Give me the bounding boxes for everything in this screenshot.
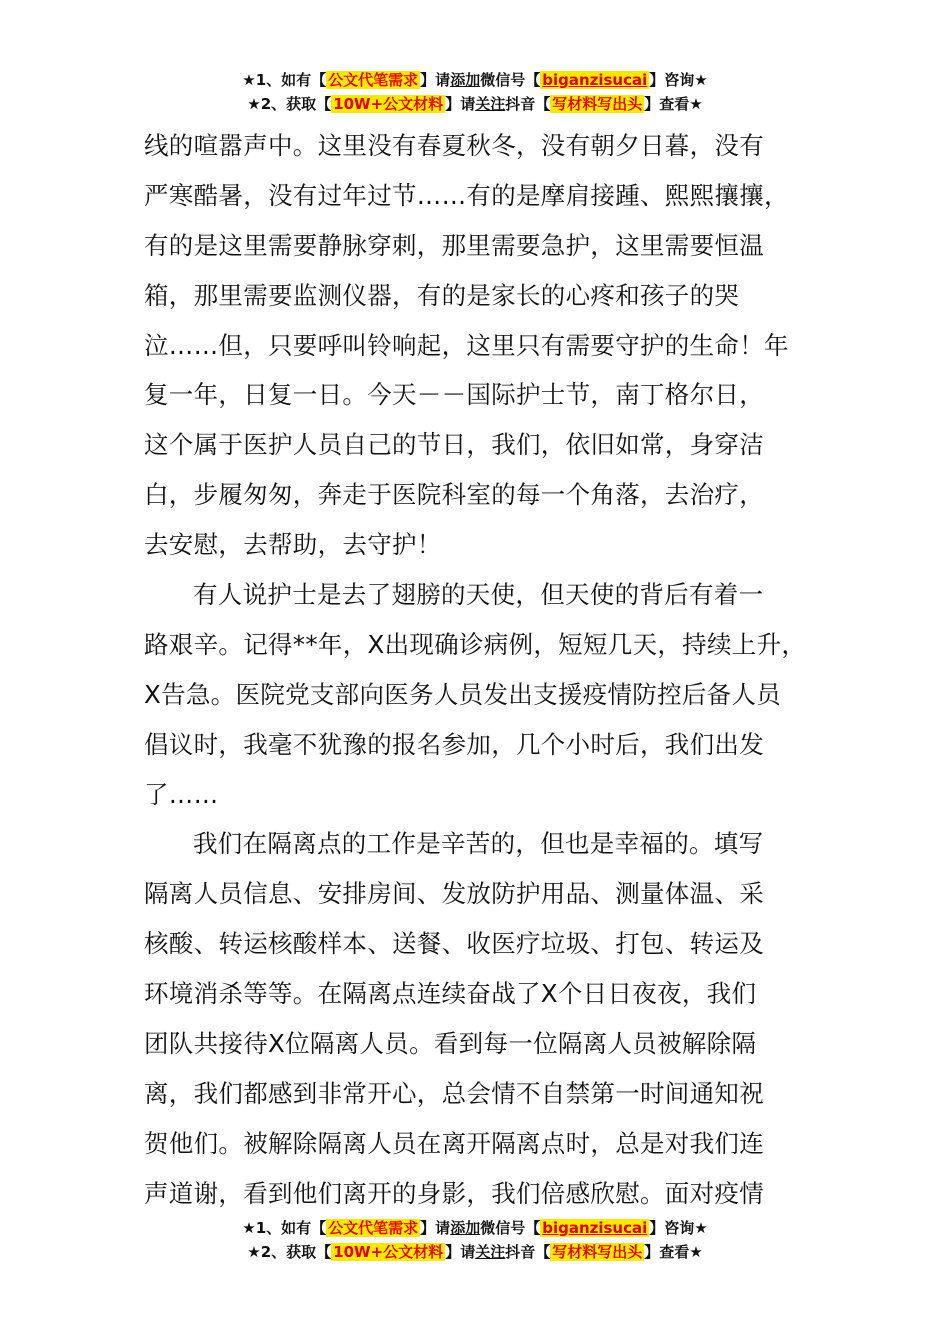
text-line: 离，我们都感到非常开心，总会情不自禁第一时间通知祝 (144, 1078, 764, 1108)
text-line: 贺他们。被解除隔离人员在离开隔离点时，总是对我们连 (144, 1128, 764, 1158)
text-line: 隔离人员信息、安排房间、发放防护用品、测量体温、采 (144, 879, 764, 909)
text-line: 核酸、转运核酸样本、送餐、收医疗垃圾、打包、转运及 (144, 929, 764, 959)
text-line: 环境消杀等等。在隔离点连续奋战了X个日日夜夜，我们 (144, 979, 757, 1009)
text-line: 严寒酷暑，没有过年过节……有的是摩肩接踵、熙熙攘攘， (144, 180, 789, 210)
text-line: 白，步履匆匆，奔走于医院科室的每一个角落，去治疗， (144, 480, 764, 510)
highlight-materials: 10W+公文材料 (333, 95, 444, 113)
highlight-materials: 10W+公文材料 (333, 1243, 444, 1261)
text-line: 箱，那里需要监测仪器，有的是家长的心疼和孩子的哭 (144, 280, 740, 310)
highlight-ghostwriting: 公文代笔需求 (328, 1219, 419, 1237)
text-line: 有的是这里需要静脉穿刺，那里需要急护，这里需要恒温 (144, 230, 764, 260)
wechat-id: biganzisucai (542, 71, 648, 89)
document-body (144, 121, 834, 1219)
text-line: 倡议时，我毫不犹豫的报名参加，几个小时后，我们出发 (144, 729, 764, 759)
banner-line-2: ★2、获取【 10W+公文材料 】请关注抖音【 写材料写出头 】查看★ (247, 1243, 703, 1261)
text-line: 了…… (144, 779, 219, 809)
highlight-ghostwriting: 公文代笔需求 (328, 71, 419, 89)
banner-line-1: ★1、如有【 公文代笔需求 】请添加微信号【 biganzisucai 】咨询★ (242, 71, 708, 89)
text-line: 路艰辛。记得**年，X出现确诊病例，短短几天，持续上升， (144, 629, 807, 659)
wechat-id: biganzisucai (542, 1219, 648, 1237)
header-banner (0, 68, 950, 116)
paragraph-start-line: 我们在隔离点的工作是辛苦的，但也是幸福的。填写 (193, 829, 764, 859)
text-line: 去安慰，去帮助，去守护！ (144, 530, 442, 560)
banner-line-2: ★2、获取【 10W+公文材料 】请关注抖音【 写材料写出头 】查看★ (247, 95, 703, 113)
paragraph-start-line: 有人说护士是去了翅膀的天使，但天使的背后有着一 (193, 580, 764, 610)
text-line: 线的喧嚣声中。这里没有春夏秋冬，没有朝夕日暮，没有 (144, 131, 764, 160)
text-line: 声道谢，看到他们离开的身影，我们倍感欣慰。面对疫情 (144, 1178, 764, 1208)
banner-line-1: ★1、如有【 公文代笔需求 】请添加微信号【 biganzisucai 】咨询★ (242, 1219, 708, 1237)
text-line: 复一年，日复一日。今天－－国际护士节，南丁格尔日， (144, 380, 764, 410)
text-line: X告急。医院党支部向医务人员发出支援疫情防控后备人员 (144, 679, 782, 709)
text-line: 这个属于医护人员自己的节日，我们，依旧如常，身穿洁 (144, 430, 764, 460)
text-line: 泣……但，只要呼叫铃响起，这里只有需要守护的生命！年 (144, 330, 789, 360)
douyin-account: 写材料写出头 (552, 95, 643, 113)
douyin-account: 写材料写出头 (552, 1243, 643, 1261)
footer-banner (0, 1216, 950, 1264)
text-line: 团队共接待X位隔离人员。看到每一位隔离人员被解除隔 (144, 1029, 757, 1059)
